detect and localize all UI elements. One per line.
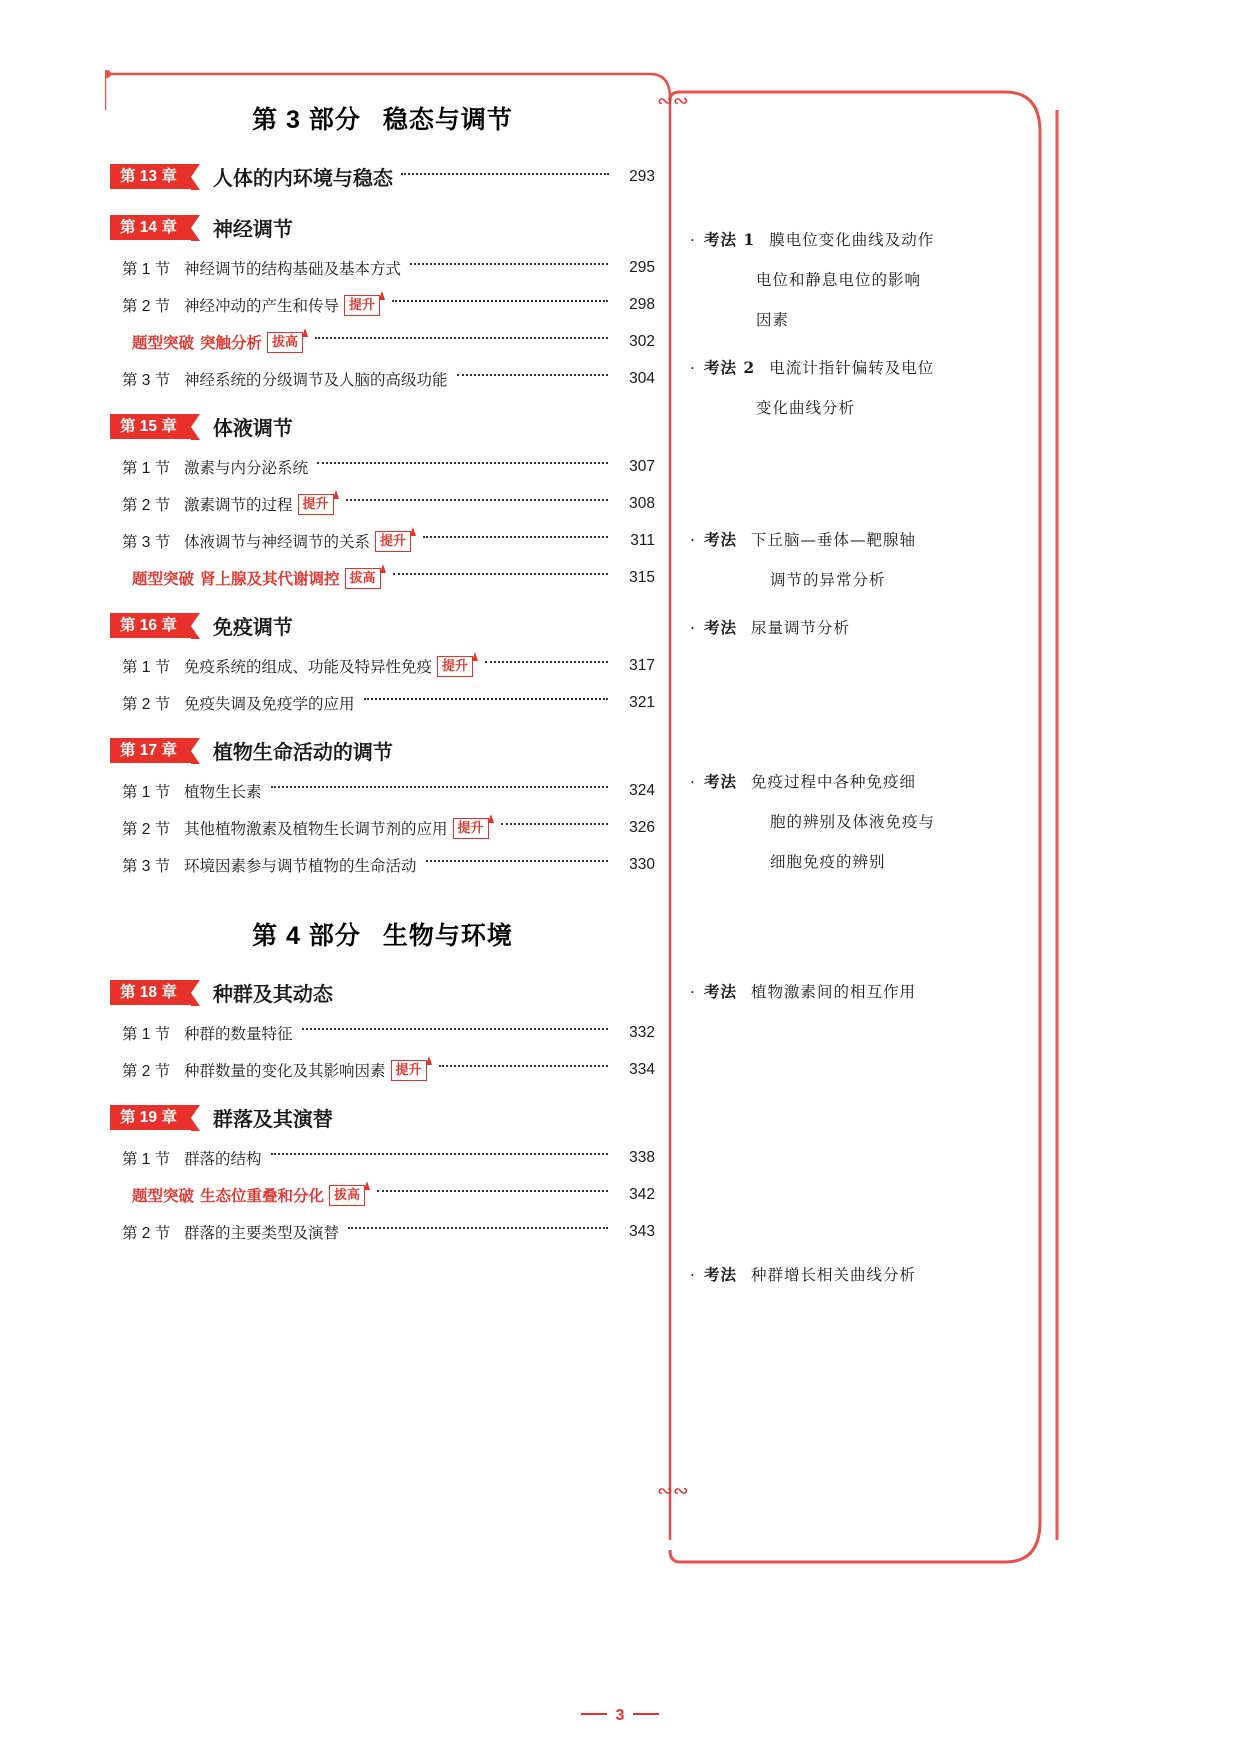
section-page: 298 bbox=[629, 296, 655, 313]
chapter-row-19[interactable] bbox=[110, 1103, 655, 1132]
leader-dots bbox=[346, 499, 608, 501]
section-page: 343 bbox=[629, 1223, 655, 1240]
exam-note-text: 细胞免疫的辨别 bbox=[770, 853, 886, 871]
leader-dots bbox=[271, 786, 608, 788]
chapter-row-18[interactable] bbox=[110, 978, 655, 1007]
tag-arrow-icon bbox=[410, 527, 416, 536]
section-number: 第 1 节 bbox=[122, 460, 171, 477]
level-tag-tisheng: 提升 bbox=[375, 531, 411, 552]
section-page: 342 bbox=[629, 1186, 655, 1203]
exam-note-item bbox=[690, 520, 1010, 600]
tag-arrow-icon bbox=[302, 328, 308, 337]
exam-note-text: 变化曲线分析 bbox=[756, 399, 856, 417]
level-tag-tisheng: 提升 bbox=[298, 494, 334, 515]
leader-dots bbox=[501, 823, 608, 825]
exam-note-item bbox=[690, 972, 1010, 1012]
section-row[interactable] bbox=[110, 692, 655, 714]
section-number: 第 2 节 bbox=[122, 696, 171, 713]
leader-dots bbox=[485, 661, 608, 663]
section-title: 激素与内分泌系统 bbox=[184, 460, 309, 477]
section-row[interactable] bbox=[110, 456, 655, 478]
section-title: 突触分析 bbox=[200, 335, 263, 352]
section-row-special[interactable] bbox=[110, 331, 655, 353]
section-page: 332 bbox=[629, 1024, 655, 1041]
section-number: 第 3 节 bbox=[122, 858, 171, 875]
leader-dots bbox=[426, 860, 608, 862]
exam-note-label: 考法 bbox=[704, 618, 738, 637]
exam-note-text: 种群增长相关曲线分析 bbox=[751, 1266, 917, 1284]
section-number: 第 3 节 bbox=[122, 372, 171, 389]
exam-note-text: 因素 bbox=[756, 311, 790, 329]
section-title: 种群的数量特征 bbox=[184, 1026, 293, 1043]
chapter-name-19: 群落及其演替 bbox=[212, 1109, 333, 1131]
exam-note-text: 尿量调节分析 bbox=[751, 619, 851, 637]
exam-note-label: 考法 bbox=[704, 772, 738, 791]
section-title: 种群数量的变化及其影响因素 bbox=[184, 1063, 386, 1080]
section-page: 317 bbox=[629, 657, 655, 674]
section-page: 304 bbox=[629, 370, 655, 387]
section-title: 肾上腺及其代谢调控 bbox=[200, 571, 340, 588]
exam-note-text: 调节的异常分析 bbox=[770, 571, 886, 589]
exam-note-label: 考法 bbox=[704, 1265, 738, 1284]
section-row-special[interactable] bbox=[110, 1184, 655, 1206]
section-title: 群落的主要类型及演替 bbox=[184, 1225, 340, 1242]
section-number: 第 1 节 bbox=[122, 784, 171, 801]
chapter-badge-15: 第 15 章 bbox=[110, 414, 191, 439]
stitch-mark-bottom: ∾∾ bbox=[657, 1481, 689, 1502]
tag-arrow-icon bbox=[488, 814, 494, 823]
tag-arrow-icon bbox=[472, 652, 478, 661]
section-row[interactable] bbox=[110, 780, 655, 802]
section-row[interactable] bbox=[110, 1221, 655, 1243]
chapter-row-15[interactable] bbox=[110, 412, 655, 441]
leader-dots bbox=[393, 573, 608, 575]
bullet-dot-icon: · bbox=[690, 773, 695, 791]
section-row[interactable] bbox=[110, 257, 655, 279]
chapter-name-14: 神经调节 bbox=[212, 219, 293, 241]
bullet-dot-icon: · bbox=[690, 531, 695, 549]
level-tag-bagao: 拔高 bbox=[267, 332, 303, 353]
section-row[interactable] bbox=[110, 1022, 655, 1044]
footer-dash-left bbox=[581, 1713, 607, 1715]
bullet-dot-icon: · bbox=[690, 983, 695, 1001]
section-number: 第 2 节 bbox=[122, 298, 171, 315]
level-tag-tisheng: 提升 bbox=[453, 818, 489, 839]
page-footer bbox=[0, 1707, 1240, 1725]
exam-note-label: 考法 bbox=[704, 530, 738, 549]
section-page: 326 bbox=[629, 819, 655, 836]
section-number: 题型突破 bbox=[132, 335, 195, 352]
level-tag-bagao: 拔高 bbox=[345, 568, 381, 589]
leader-dots bbox=[377, 1190, 608, 1192]
exam-note-item bbox=[690, 608, 1010, 648]
leader-dots bbox=[423, 536, 608, 538]
level-tag-bagao: 拔高 bbox=[329, 1185, 365, 1206]
section-row[interactable] bbox=[110, 1147, 655, 1169]
section-title: 群落的结构 bbox=[184, 1151, 262, 1168]
leader-dots bbox=[348, 1227, 608, 1229]
section-number: 第 1 节 bbox=[122, 1151, 171, 1168]
bullet-dot-icon: · bbox=[690, 619, 695, 637]
leader-dots bbox=[302, 1028, 608, 1030]
section-page: 308 bbox=[629, 495, 655, 512]
section-title: 植物生长素 bbox=[184, 784, 262, 801]
bullet-dot-icon: · bbox=[690, 1266, 695, 1284]
tag-arrow-icon bbox=[380, 564, 386, 573]
section-row[interactable] bbox=[110, 368, 655, 390]
exam-note-label: 考法 1 bbox=[704, 230, 756, 249]
part-4-name: 生物与环境 bbox=[382, 922, 513, 950]
part-title-3 bbox=[110, 100, 655, 136]
chapter-name-18: 种群及其动态 bbox=[212, 984, 333, 1006]
leader-dots bbox=[401, 173, 609, 175]
exam-note-text: 植物激素间的相互作用 bbox=[751, 983, 917, 1001]
exam-note-label: 考法 2 bbox=[704, 358, 756, 377]
tag-arrow-icon bbox=[426, 1056, 432, 1065]
tag-arrow-icon bbox=[379, 291, 385, 300]
leader-dots bbox=[410, 263, 608, 265]
exam-note-text: 膜电位变化曲线及动作 bbox=[769, 231, 935, 249]
section-page: 330 bbox=[629, 856, 655, 873]
section-page: 315 bbox=[629, 569, 655, 586]
leader-dots bbox=[317, 462, 608, 464]
section-number: 题型突破 bbox=[132, 571, 195, 588]
exam-note-item bbox=[690, 220, 1010, 340]
section-number: 第 2 节 bbox=[122, 1063, 171, 1080]
section-row[interactable] bbox=[110, 294, 655, 316]
section-title: 其他植物激素及植物生长调节剂的应用 bbox=[184, 821, 448, 838]
leader-dots bbox=[439, 1065, 608, 1067]
chapter-row-14[interactable] bbox=[110, 213, 655, 242]
chapter-name-15: 体液调节 bbox=[212, 418, 293, 440]
section-number: 第 1 节 bbox=[122, 659, 171, 676]
exam-note-text: 电流计指针偏转及电位 bbox=[769, 359, 935, 377]
leader-dots bbox=[392, 300, 608, 302]
section-number: 第 1 节 bbox=[122, 1026, 171, 1043]
leader-dots bbox=[457, 374, 608, 376]
section-title: 激素调节的过程 bbox=[184, 497, 293, 514]
section-title: 免疫系统的组成、功能及特异性免疫 bbox=[184, 659, 433, 676]
section-title: 免疫失调及免疫学的应用 bbox=[184, 696, 355, 713]
section-row[interactable] bbox=[110, 655, 655, 677]
chapter-badge-18: 第 18 章 bbox=[110, 980, 191, 1005]
leader-dots bbox=[364, 698, 608, 700]
section-title: 神经冲动的产生和传导 bbox=[184, 298, 340, 315]
section-page: 311 bbox=[630, 532, 655, 549]
chapter-row-13[interactable] bbox=[110, 162, 655, 191]
chapter-badge-19: 第 19 章 bbox=[110, 1105, 191, 1130]
toc-left-column bbox=[110, 88, 655, 1258]
part-4-prefix: 第 4 部分 bbox=[252, 922, 361, 950]
exam-note-text: 电位和静息电位的影响 bbox=[756, 271, 922, 289]
section-page: 307 bbox=[629, 458, 655, 475]
exam-note-item bbox=[690, 348, 1010, 428]
page-number: 3 bbox=[615, 1707, 625, 1724]
exam-note-text: 下丘脑—垂体—靶腺轴 bbox=[751, 531, 917, 549]
section-row[interactable] bbox=[110, 530, 655, 552]
level-tag-tisheng: 提升 bbox=[391, 1060, 427, 1081]
section-number: 第 2 节 bbox=[122, 1225, 171, 1242]
chapter-badge-16: 第 16 章 bbox=[110, 613, 191, 638]
section-title: 神经系统的分级调节及人脑的高级功能 bbox=[184, 372, 448, 389]
exam-note-text: 免疫过程中各种免疫细 bbox=[751, 773, 917, 791]
level-tag-tisheng: 提升 bbox=[437, 656, 473, 677]
bullet-dot-icon: · bbox=[690, 231, 695, 249]
section-number: 第 3 节 bbox=[122, 534, 171, 551]
section-title: 生态位重叠和分化 bbox=[200, 1188, 325, 1205]
part-title-4 bbox=[110, 916, 655, 952]
section-number: 第 1 节 bbox=[122, 261, 171, 278]
section-number: 题型突破 bbox=[132, 1188, 195, 1205]
section-row[interactable] bbox=[110, 817, 655, 839]
section-row[interactable] bbox=[110, 854, 655, 876]
section-row[interactable] bbox=[110, 493, 655, 515]
section-title: 体液调节与神经调节的关系 bbox=[184, 534, 371, 551]
exam-note-item bbox=[690, 1255, 1010, 1295]
section-title: 环境因素参与调节植物的生命活动 bbox=[184, 858, 417, 875]
part-3-name: 稳态与调节 bbox=[382, 106, 513, 134]
chapter-badge-17: 第 17 章 bbox=[110, 738, 191, 763]
chapter-name-16: 免疫调节 bbox=[212, 617, 293, 639]
leader-dots bbox=[271, 1153, 608, 1155]
chapter-row-16[interactable] bbox=[110, 611, 655, 640]
section-page: 321 bbox=[629, 694, 655, 711]
chapter-badge-13: 第 13 章 bbox=[110, 164, 191, 189]
level-tag-tisheng: 提升 bbox=[344, 295, 380, 316]
chapter-page-13: 293 bbox=[629, 167, 655, 185]
section-page: 324 bbox=[629, 782, 655, 799]
footer-dash-right bbox=[633, 1713, 659, 1715]
chapter-name-13: 人体的内环境与稳态 bbox=[212, 168, 393, 190]
section-number: 第 2 节 bbox=[122, 821, 171, 838]
chapter-name-17: 植物生命活动的调节 bbox=[212, 742, 393, 764]
tag-arrow-icon bbox=[364, 1181, 370, 1190]
section-page: 334 bbox=[629, 1061, 655, 1078]
section-row[interactable] bbox=[110, 1059, 655, 1081]
section-page: 338 bbox=[629, 1149, 655, 1166]
chapter-badge-14: 第 14 章 bbox=[110, 215, 191, 240]
section-page: 302 bbox=[629, 333, 655, 350]
exam-note-label: 考法 bbox=[704, 982, 738, 1001]
section-number: 第 2 节 bbox=[122, 497, 171, 514]
part-3-prefix: 第 3 部分 bbox=[252, 106, 361, 134]
exam-note-text: 胞的辨别及体液免疫与 bbox=[770, 813, 936, 831]
stitch-mark-top: ∾∾ bbox=[657, 91, 689, 112]
chapter-row-17[interactable] bbox=[110, 736, 655, 765]
tag-arrow-icon bbox=[333, 490, 339, 499]
section-title: 神经调节的结构基础及基本方式 bbox=[184, 261, 402, 278]
section-row-special[interactable] bbox=[110, 567, 655, 589]
bullet-dot-icon: · bbox=[690, 359, 695, 377]
exam-note-item bbox=[690, 762, 1010, 882]
leader-dots bbox=[315, 337, 608, 339]
section-page: 295 bbox=[629, 259, 655, 276]
